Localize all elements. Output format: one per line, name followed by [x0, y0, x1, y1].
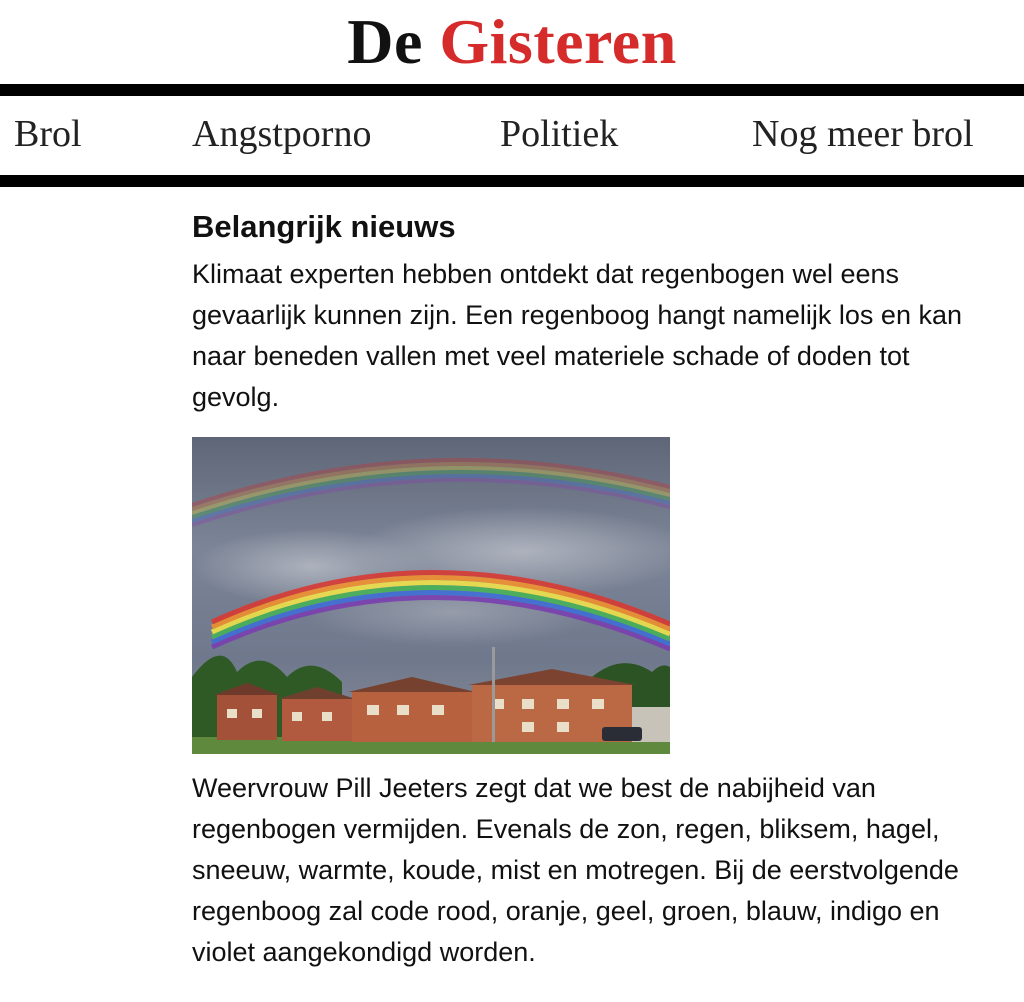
top-divider	[0, 84, 1024, 96]
nav-item-brol[interactable]: Brol	[14, 113, 82, 155]
bottom-divider	[0, 175, 1024, 187]
article-paragraph-body: Weervrouw Pill Jeeters zegt dat we best de nabijheid van regenbogen vermijden. Evenals de zon, regen, bliksem, hagel, sneeuw, warmte, koude, mist en motregen. Bij de eerstvolgende regenboog zal code rood, oranje, geel, groen, blauw, indigo en violet aangekondigd worden.	[192, 773, 959, 967]
nav-item-politiek[interactable]: Politiek	[500, 113, 619, 155]
news-article	[192, 200, 1007, 973]
masthead-title	[0, 0, 1024, 84]
article-headline: Belangrijk nieuws	[192, 209, 456, 244]
rainbow-photo	[192, 437, 670, 754]
masthead-word-de: De	[347, 6, 423, 77]
masthead-word-gisteren: Gisteren	[439, 6, 677, 77]
article-paragraph-intro: Klimaat experten hebben ontdekt dat regenbogen wel eens gevaarlijk kunnen zijn. Een regenboog hangt namelijk los en kan naar beneden vallen met veel materiele schade of doden tot gevolg.	[192, 259, 963, 412]
nav-item-angstporno[interactable]: Angstporno	[192, 113, 372, 155]
nav-item-nog-meer-brol[interactable]: Nog meer brol	[752, 113, 974, 155]
main-nav	[0, 96, 1024, 175]
